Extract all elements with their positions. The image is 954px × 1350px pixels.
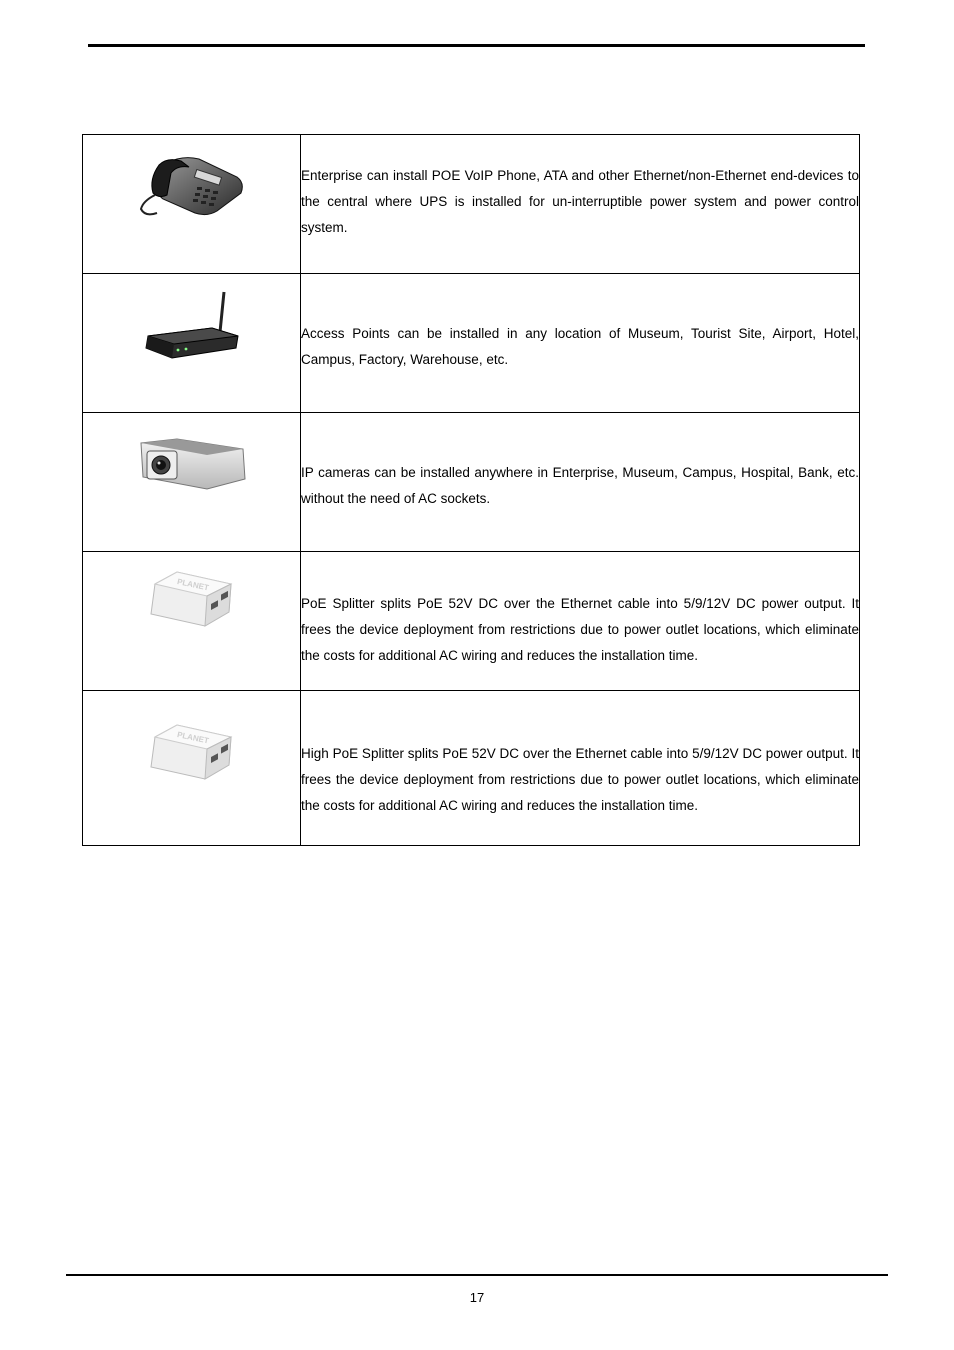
image-cell xyxy=(83,274,301,413)
table-row xyxy=(83,552,860,691)
poe-splitter-icon xyxy=(147,570,237,630)
image-cell xyxy=(83,413,301,552)
image-cell xyxy=(83,552,301,691)
row-description: PoE Splitter splits PoE 52V DC over the Ethernet cable into 5/9/12V DC power output. It frees the device deployment from restrictions due to power outlet locations, which eliminate the costs for additional AC wiring and reduces the installation time. xyxy=(301,596,859,663)
svg-text:PLANET: PLANET xyxy=(175,577,210,593)
table-row xyxy=(83,135,860,274)
description-cell xyxy=(301,552,860,691)
description-cell xyxy=(301,413,860,552)
device-application-table xyxy=(82,134,860,846)
high-poe-splitter-icon xyxy=(147,723,237,783)
row-description: Access Points can be installed in any location of Museum, Tourist Site, Airport, Hotel, Campus, Factory, Warehouse, etc. xyxy=(301,326,859,367)
wireless-access-point-icon xyxy=(142,290,242,362)
row-description: Enterprise can install POE VoIP Phone, ATA and other Ethernet/non-Ethernet end-devices to the central where UPS is installed for un-interruptible power system and power control system. xyxy=(301,168,859,235)
description-cell xyxy=(301,274,860,413)
svg-text:PLANET: PLANET xyxy=(175,730,210,746)
row-description: High PoE Splitter splits PoE 52V DC over the Ethernet cable into 5/9/12V DC power output. It frees the device deployment from restrictions due to power outlet locations, which eliminate the costs for additional AC wiring and reduces the installation time. xyxy=(301,746,859,813)
footer-rule xyxy=(66,1274,888,1276)
table-row xyxy=(83,413,860,552)
image-cell xyxy=(83,135,301,274)
description-cell xyxy=(301,135,860,274)
voip-phone-icon xyxy=(137,155,247,219)
description-cell xyxy=(301,691,860,846)
ip-camera-icon xyxy=(137,437,247,493)
header-rule xyxy=(88,44,865,47)
table-row xyxy=(83,691,860,846)
row-description: IP cameras can be installed anywhere in Enterprise, Museum, Campus, Hospital, Bank, etc. without the need of AC sockets. xyxy=(301,465,859,506)
image-cell xyxy=(83,691,301,846)
table-row xyxy=(83,274,860,413)
page-number: 17 xyxy=(469,1290,485,1305)
